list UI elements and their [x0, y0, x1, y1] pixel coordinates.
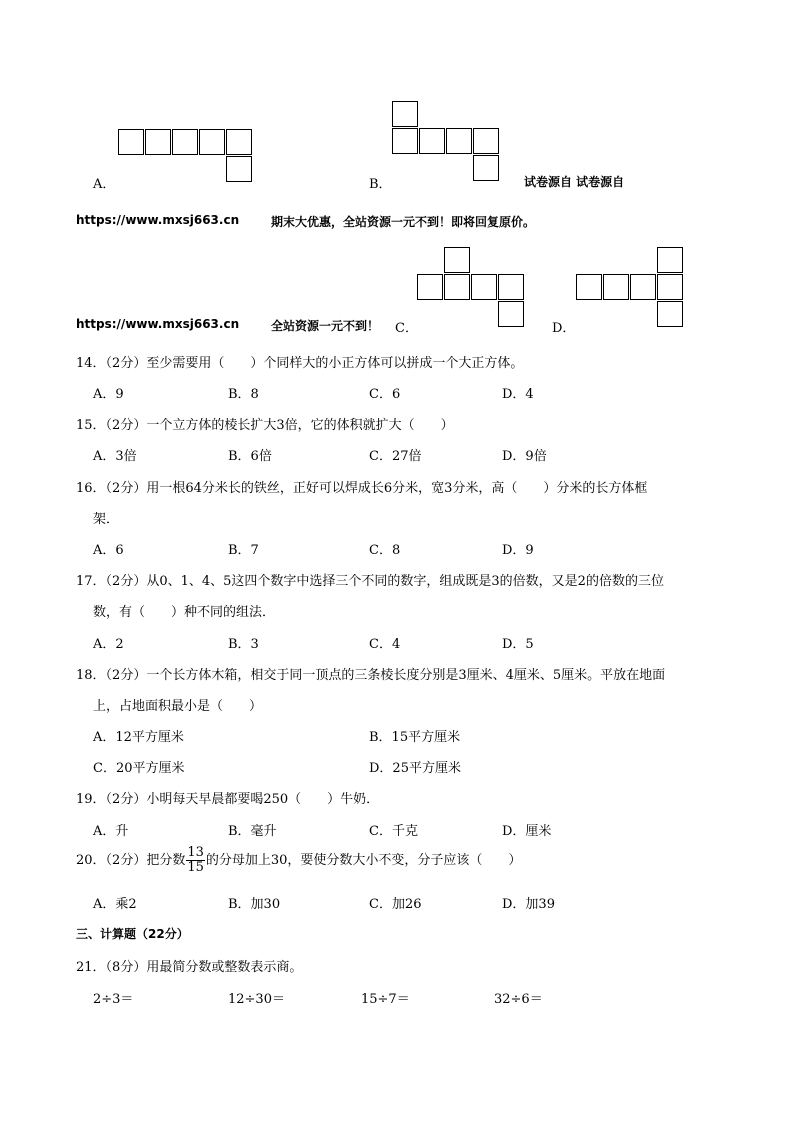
q21-item-3: 15÷7＝: [361, 992, 410, 1007]
question-16-stem: 16．（2分）用一根64分米长的铁丝，正好可以焊成长6分米，宽3分米，高（ ）分米的长方体框: [76, 481, 648, 496]
q20-option-c[interactable]: C．加26: [369, 897, 422, 912]
q19-option-b[interactable]: B．毫升: [228, 824, 277, 839]
option-a-label: A．: [93, 177, 116, 192]
q17-option-a[interactable]: A．2: [93, 637, 124, 652]
question-17-stem: 17．（2分）从0、1、4、5这四个数字中选择三个不同的数字，组成既是3的倍数，又是2的倍数的三位: [76, 574, 664, 589]
q19-option-a[interactable]: A．升: [93, 824, 129, 839]
q15-option-c[interactable]: C．27倍: [369, 449, 422, 464]
question-17-stem-cont: 数，有（ ）种不同的组法．: [93, 605, 276, 620]
question-16-stem-cont: 架．: [93, 512, 120, 527]
q14-option-a[interactable]: A．9: [93, 387, 124, 402]
ad-url-1[interactable]: https://www.mxsj663.cn: [76, 213, 240, 227]
question-19-stem: 19．（2分）小明每天早晨都要喝250（ ）牛奶．: [76, 792, 380, 807]
q20-fraction: [186, 846, 205, 875]
ad-promo-1: 期末大优惠，全站资源一元不到！即将回复原价。: [271, 215, 536, 229]
q14-option-c[interactable]: C．6: [369, 387, 401, 402]
q18-option-c[interactable]: C．20平方厘米: [93, 761, 185, 776]
q17-option-c[interactable]: C．4: [369, 637, 401, 652]
q21-item-2: 12÷30＝: [228, 992, 285, 1007]
q16-option-b[interactable]: B．7: [228, 543, 259, 558]
q20-fraction-numerator: 13: [187, 845, 204, 860]
question-20-stem: [76, 846, 521, 875]
q14-option-b[interactable]: B．8: [228, 387, 259, 402]
q16-option-d[interactable]: D．9: [502, 543, 534, 558]
question-21-stem: 21．（8分）用最简分数或整数表示商。: [76, 960, 303, 975]
q20-stem-post: 的分母加上30，要使分数大小不变，分子应该（ ）: [205, 853, 522, 868]
q21-item-1: 2÷3＝: [93, 992, 134, 1007]
section-3-heading: 三、计算题（22分）: [76, 927, 189, 941]
q18-option-a[interactable]: A．12平方厘米: [93, 730, 184, 745]
question-18-stem-cont: 上，占地面积最小是（ ）: [93, 699, 263, 714]
q14-option-d[interactable]: D．4: [502, 387, 534, 402]
q20-option-a[interactable]: A．乘2: [93, 897, 137, 912]
q19-option-d[interactable]: D．厘米: [502, 824, 552, 839]
q17-option-d[interactable]: D．5: [502, 637, 534, 652]
ad-url-2[interactable]: https://www.mxsj663.cn: [76, 317, 240, 331]
q18-option-b[interactable]: B．15平方厘米: [369, 730, 461, 745]
q20-option-b[interactable]: B．加30: [228, 897, 281, 912]
source-watermark: 试卷源自 试卷源自: [524, 175, 625, 189]
q15-option-d[interactable]: D．9倍: [502, 449, 547, 464]
ad-promo-2: 全站资源一元不到！: [271, 319, 380, 333]
q21-item-4: 32÷6＝: [494, 992, 543, 1007]
q18-option-d[interactable]: D．25平方厘米: [369, 761, 461, 776]
option-d-label: D．: [552, 321, 576, 336]
question-18-stem: 18．（2分）一个长方体木箱，相交于同一顶点的三条棱长度分别是3厘米、4厘米、5厘米。平放在地面: [76, 668, 666, 683]
q16-option-a[interactable]: A．6: [93, 543, 124, 558]
option-c-label: C．: [395, 321, 418, 336]
q20-stem-pre: 20．（2分）把分数: [76, 853, 186, 868]
q20-option-d[interactable]: D．加39: [502, 897, 555, 912]
option-b-label: B．: [369, 177, 392, 192]
q16-option-c[interactable]: C．8: [369, 543, 401, 558]
q20-fraction-denominator: 15: [187, 860, 204, 875]
q15-option-b[interactable]: B．6倍: [228, 449, 272, 464]
question-14-stem: 14．（2分）至少需要用（ ）个同样大的小正方体可以拼成一个大正方体。: [76, 356, 524, 371]
q19-option-c[interactable]: C．千克: [369, 824, 418, 839]
q17-option-b[interactable]: B．3: [228, 637, 259, 652]
q15-option-a[interactable]: A．3倍: [93, 449, 137, 464]
question-15-stem: 15．（2分）一个立方体的棱长扩大3倍，它的体积就扩大（ ）: [76, 418, 454, 433]
